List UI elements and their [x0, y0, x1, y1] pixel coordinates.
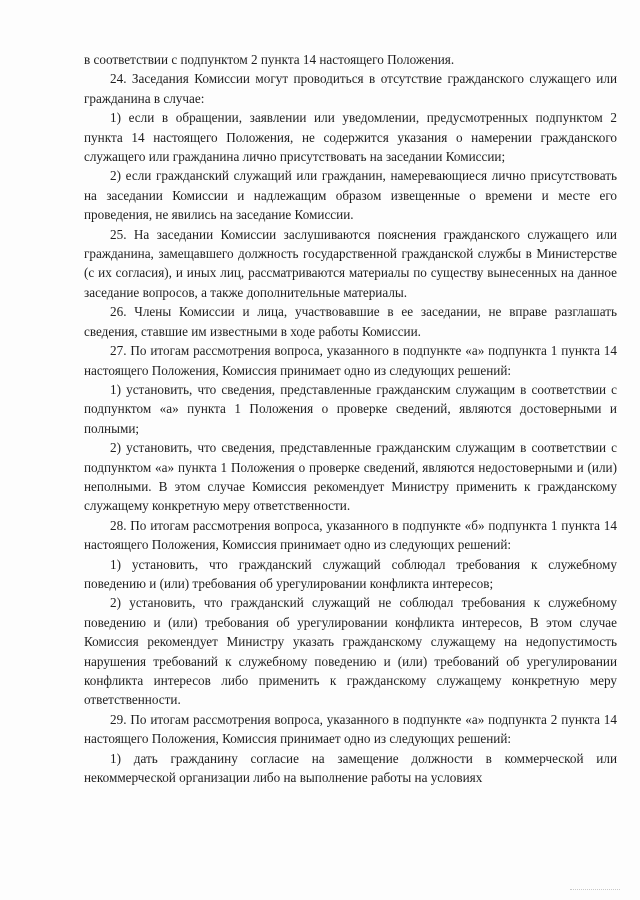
paragraph-continuation: в соответствии с подпунктом 2 пункта 14 настоящего Положения.	[84, 52, 455, 67]
paragraph-27-item-2: 2) установить, что сведения, представленные гражданским служащим в соответствии с подпунктом «а» пункта 1 Положения о проверке сведений, являются недостоверными и (или) неполными. В этом случае Комиссия рекомендует Министру применить к гражданскому служащему конкретную меру ответственности.	[84, 440, 617, 514]
paragraph-27: 27. По итогам рассмотрения вопроса, указанного в подпункте «а» подпункта 1 пункта 14 настоящего Положения, Комиссия принимает одно из следующих решений:	[84, 343, 617, 378]
paragraph-25: 25. На заседании Комиссии заслушиваются пояснения гражданского служащего или гражданина, замещавшего должность государственной гражданской службы в Министерстве (с их согласия), и иных лиц, рассматриваются материалы по существу вынесенных на данное заседание вопросов, а также дополнительные материалы.	[84, 226, 617, 300]
paragraph-24-item-2: 2) если гражданский служащий или гражданин, намеревающиеся лично присутствовать на заседании Комиссии и надлежащим образом извещенные о времени и месте его проведения, не явились на заседание Комиссии.	[84, 168, 617, 223]
paragraph-28-item-2: 2) установить, что гражданский служащий не соблюдал требования к служебному поведению и (или) требования об урегулировании конфликта интересов, В этом случае Комиссия рекомендует Министру указать гражданскому служащему на недопустимость нарушения требований к служебному поведению и (или) требований об урегулировании конфликта интересов либо применить к гражданскому служащему конкретную меру ответственности.	[84, 595, 617, 708]
paragraph-27-item-1: 1) установить, что сведения, представленные гражданским служащим в соответствии с подпунктом «а» пункта 1 Положения о проверке сведений, являются достоверными и полными;	[84, 381, 617, 436]
paragraph-26: 26. Члены Комиссии и лица, участвовавшие в ее заседании, не вправе разглашать сведения, ставшие им известными в ходе работы Комиссии.	[84, 304, 617, 339]
paragraph-24-item-1: 1) если в обращении, заявлении или уведомлении, предусмотренных подпунктом 2 пункта 14 настоящего Положения, не содержится указания о намерении гражданского служащего или гражданина лично присутствовать на заседании Комиссии;	[84, 110, 617, 165]
scan-artifact-divider	[570, 889, 620, 894]
paragraph-28: 28. По итогам рассмотрения вопроса, указанного в подпункте «б» подпункта 1 пункта 14 настоящего Положения, Комиссия принимает одно из следующих решений:	[84, 517, 617, 553]
paragraph-29: 29. По итогам рассмотрения вопроса, указанного в подпункте «а» подпункта 2 пункта 14 настоящего Положения, Комиссия принимает одно из следующих решений:	[84, 711, 617, 747]
paragraph-29-item-1: 1) дать гражданину согласие на замещение должности в коммерческой или некоммерческой организации либо на выполнение работы на условиях	[84, 750, 617, 786]
document-body	[84, 50, 617, 787]
paragraph-24: 24. Заседания Комиссии могут проводиться в отсутствие гражданского служащего или гражданина в случае:	[84, 71, 617, 106]
paragraph-28-item-1: 1) установить, что гражданский служащий соблюдал требования к служебному поведению и (или) требования об урегулировании конфликта интересов;	[84, 556, 617, 591]
